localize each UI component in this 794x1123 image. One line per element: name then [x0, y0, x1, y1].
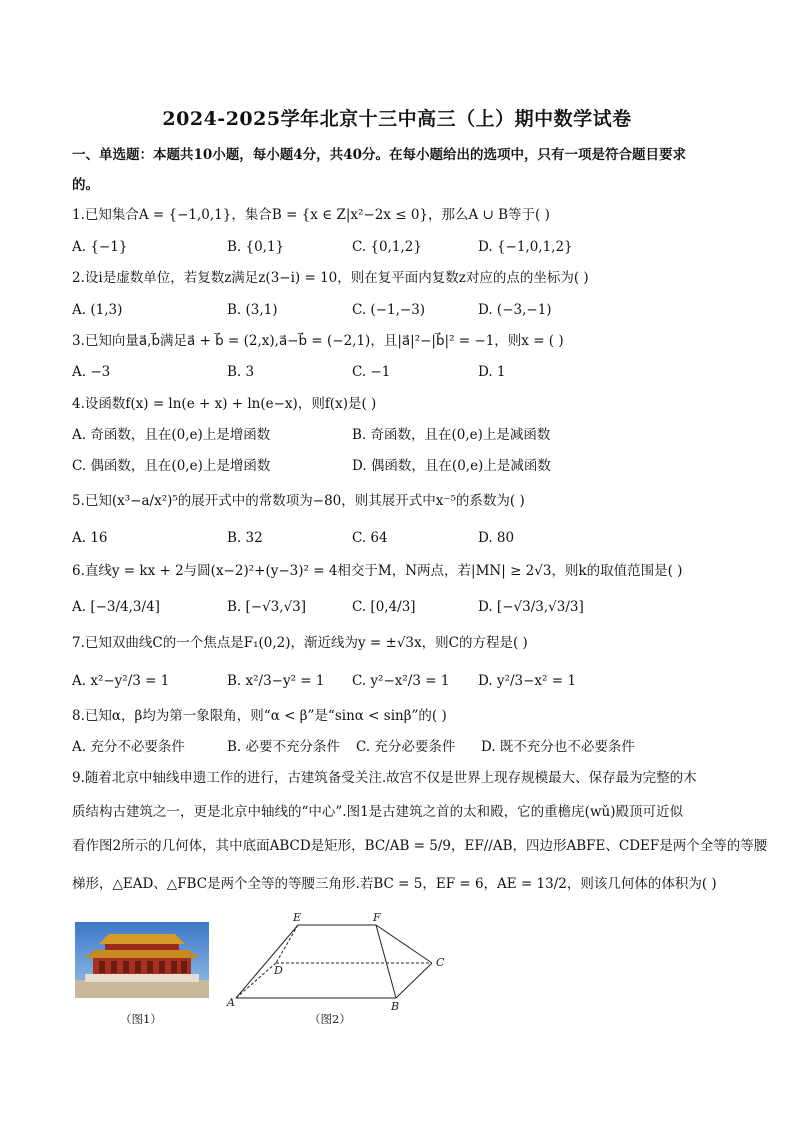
edge-ad: [236, 963, 276, 998]
q2-option-d: D. (−3,−1): [478, 302, 552, 318]
q3-option-a: A. −3: [72, 364, 111, 380]
q6-option-b: B. [−√3,√3]: [227, 599, 307, 615]
q1-option-b: B. {0,1}: [227, 239, 285, 255]
q7-option-b: B. x²/3−y² = 1: [227, 673, 325, 689]
q4-option-c: C. 偶函数，且在(0,e)上是增函数: [72, 458, 271, 474]
figure-2-caption: （图2）: [309, 1012, 351, 1026]
label-c: C: [436, 956, 445, 969]
edge-bc: [396, 963, 432, 998]
label-e: E: [293, 911, 302, 924]
q4-option-d: D. 偶函数，且在(0,e)上是减函数: [352, 458, 551, 474]
q2-option-a: A. (1,3): [72, 302, 123, 318]
q7-option-c: C. y²−x²/3 = 1: [352, 673, 450, 689]
q6-option-a: A. [−3/4,3/4]: [72, 599, 160, 615]
q8-option-b: B. 必要不充分条件: [227, 739, 341, 755]
q1-option-d: D. {−1,0,1,2}: [478, 239, 573, 255]
question-1-stem: 1.已知集合A = {−1,0,1}，集合B = {x ∈ Z|x²−2x ≤ 0}，那么A ∪ B等于( ): [72, 207, 550, 223]
section-header-line1: 一、单选题：本题共10小题，每小题4分，共40分。在每小题给出的选项中，只有一项是符合题目要求: [72, 147, 686, 163]
hip-roof-solid: [224, 908, 454, 1014]
edge-ae: [236, 925, 298, 998]
q5-option-d: D. 80: [478, 530, 515, 546]
q1-option-c: C. {0,1,2}: [352, 239, 422, 255]
figure-1-caption: （图1）: [120, 1012, 162, 1026]
question-9-line1: 9.随着北京中轴线申遗工作的进行，古建筑备受关注.故宫不仅是世界上现存规模最大、保存最为完整的木: [72, 770, 697, 786]
q8-option-c: C. 充分必要条件: [356, 739, 456, 755]
label-f: F: [373, 911, 381, 924]
q3-option-d: D. 1: [478, 364, 506, 380]
question-9-line4: 梯形，△EAD、△FBC是两个全等的等腰三角形.若BC = 5，EF = 6，AE = 13/2，则该几何体的体积为( ): [72, 876, 717, 892]
q2-option-b: B. (3,1): [227, 302, 278, 318]
section-header-line2: 的。: [72, 177, 99, 193]
q3-option-b: B. 3: [227, 364, 255, 380]
q2-option-c: C. (−1,−3): [352, 302, 426, 318]
label-b: B: [391, 1000, 400, 1013]
q3-option-c: C. −1: [352, 364, 391, 380]
q7-option-a: A. x²−y²/3 = 1: [72, 673, 170, 689]
question-2-stem: 2.设i是虚数单位，若复数z满足z(3−i) = 10，则在复平面内复数z对应的点的坐标为( ): [72, 270, 589, 286]
figure-1-hall-photo: [75, 922, 209, 998]
label-d: D: [274, 964, 283, 977]
q5-option-a: A. 16: [72, 530, 108, 546]
q1-option-a: A. {−1}: [72, 239, 128, 255]
taihedian-illustration: [75, 922, 209, 998]
page-title: 2024-2025学年北京十三中高三（上）期中数学试卷: [162, 108, 632, 130]
q8-option-d: D. 既不充分也不必要条件: [481, 739, 635, 755]
q5-option-c: C. 64: [352, 530, 388, 546]
question-9-line2: 质结构古建筑之一，更是北京中轴线的“中心”.图1是古建筑之首的太和殿，它的重檐庑(wǔ)殿顶可近似: [72, 804, 683, 820]
figure-2-solid-diagram: [224, 908, 454, 1014]
q4-option-b: B. 奇函数，且在(0,e)上是减函数: [352, 427, 551, 443]
question-8-stem: 8.已知α，β均为第一象限角，则“α < β”是“sinα < sinβ”的( ): [72, 708, 447, 724]
question-5-stem: 5.已知(x³−a/x²)⁵的展开式中的常数项为−80，则其展开式中x⁻⁵的系数为( ): [72, 493, 525, 509]
question-7-stem: 7.已知双曲线C的一个焦点是F₁(0,2)，渐近线为y = ±√3x，则C的方程是( ): [72, 635, 528, 651]
q7-option-d: D. y²/3−x² = 1: [478, 673, 576, 689]
q5-option-b: B. 32: [227, 530, 263, 546]
edge-ed: [276, 925, 298, 963]
question-6-stem: 6.直线y = kx + 2与圆(x−2)²+(y−3)² = 4相交于M，N两点，若|MN| ≥ 2√3，则k的取值范围是( ): [72, 563, 683, 579]
label-a: A: [227, 996, 235, 1009]
q8-option-a: A. 充分不必要条件: [72, 739, 185, 755]
question-3-stem: 3.已知向量a⃗,b⃗满足a⃗ + b⃗ = (2,x),a⃗−b⃗ = (−2,1)，且|a⃗|²−|b⃗|² = −1，则x = ( ): [72, 333, 564, 349]
q6-option-c: C. [0,4/3]: [352, 599, 416, 615]
question-9-line3: 看作图2所示的几何体，其中底面ABCD是矩形，BC/AB = 5/9，EF//AB，四边形ABFE、CDEF是两个全等的等腰: [72, 838, 768, 854]
q6-option-d: D. [−√3/3,√3/3]: [478, 599, 584, 615]
question-4-stem: 4.设函数f(x) = ln(e + x) + ln(e−x)，则f(x)是( ): [72, 396, 377, 412]
q4-option-a: A. 奇函数，且在(0,e)上是增函数: [72, 427, 271, 443]
